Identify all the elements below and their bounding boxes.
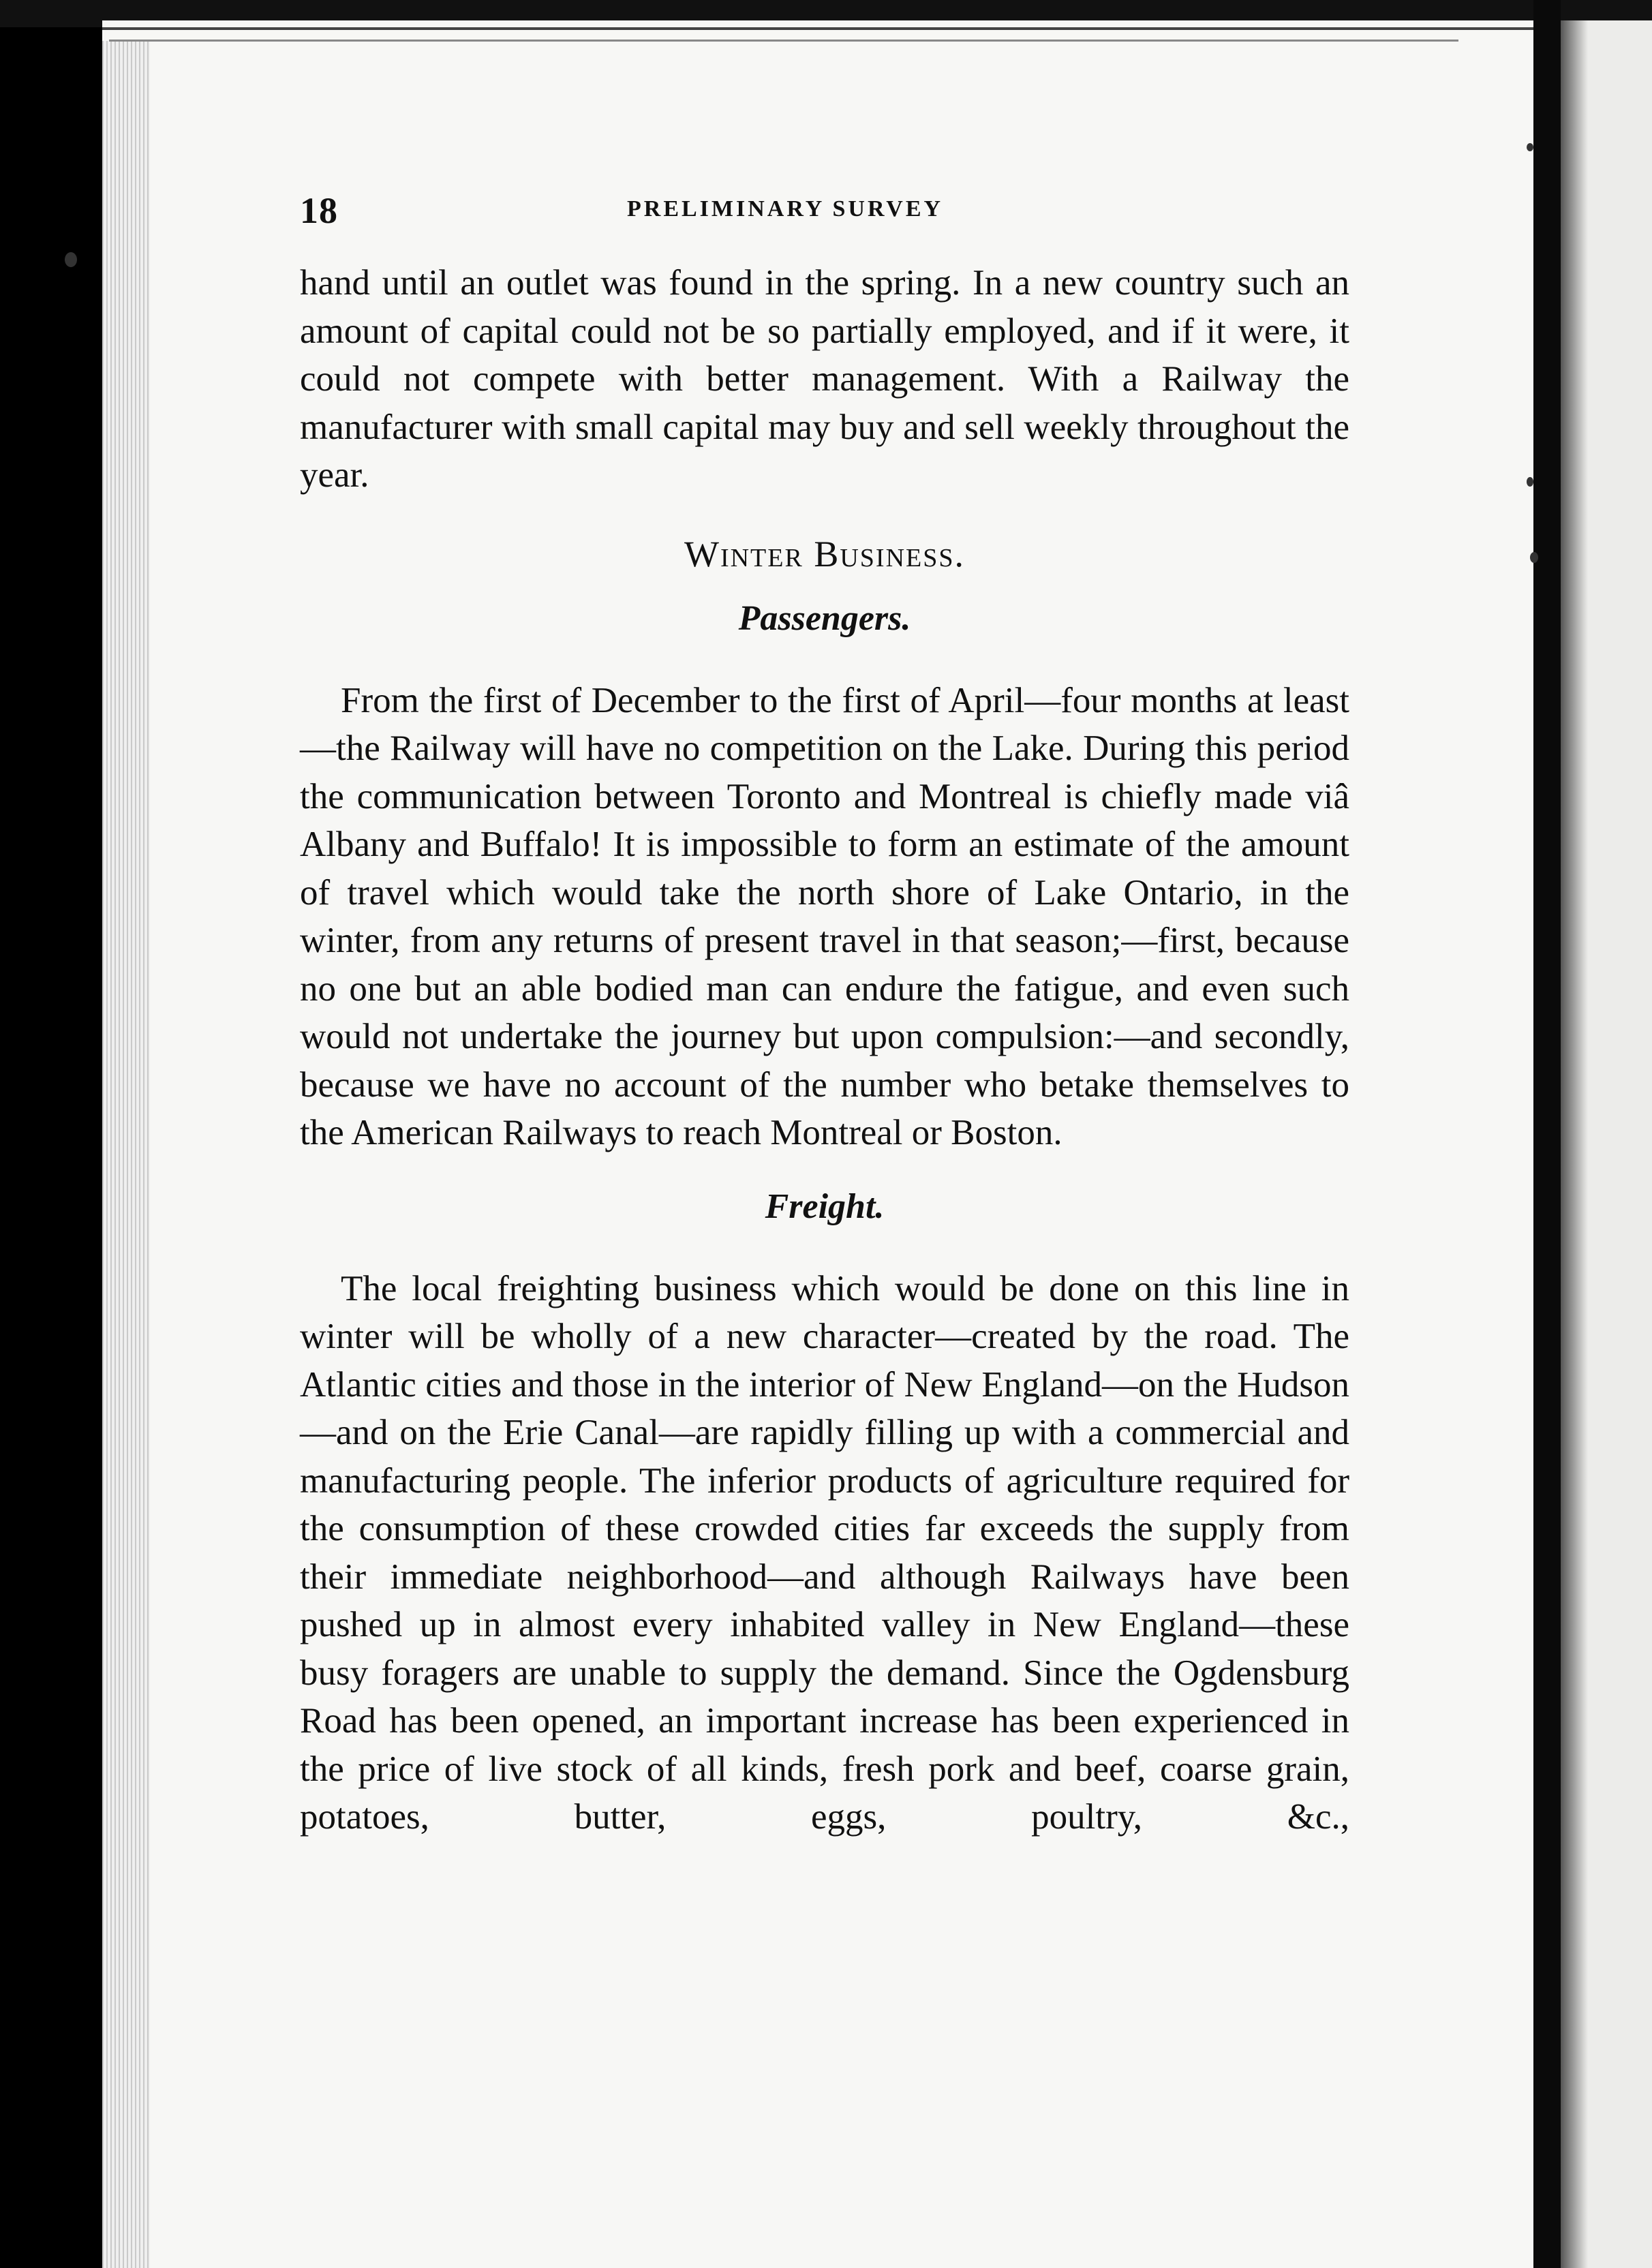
page-edges-stack bbox=[102, 41, 150, 2268]
facing-page-shadow bbox=[1561, 20, 1588, 2268]
scan-speck bbox=[1530, 552, 1538, 563]
spacer bbox=[300, 1157, 1349, 1176]
scan-speck bbox=[65, 252, 77, 267]
subheading-passengers: Passengers. bbox=[738, 598, 911, 638]
page-text-block bbox=[300, 184, 1349, 1841]
scan-speck bbox=[1527, 143, 1533, 151]
section-heading-winter-business: Winter Business. bbox=[684, 533, 965, 574]
freight-paragraph: The local freighting business which would be done on this line in winter will be wholly of a new character—created by the road. The Atlantic cities and those in the interior of New England—on the Hudson—and on the Erie Canal—are rapidly filling up with a commercial and manufacturing people. The inferior products of agriculture required for the consumption of these crowded cities far exceeds the supply from their immediate neighborhood—and although Railways have been pushed up in almost every inhabited valley in New England—these busy foragers are unable to supply the demand. Since the Ogdensburg Road has been opened, an important increase has been experienced in the price of live stock of all kinds, fresh pork and beef, coarse grain, potatoes, butter, eggs, poultry, &c., bbox=[300, 1268, 1349, 1837]
running-head: PRELIMINARY SURVEY bbox=[627, 196, 944, 221]
book-gutter bbox=[1533, 0, 1561, 2268]
intro-paragraph: hand until an outlet was found in the spring. In a new country such an amount of capital could not be so partially employed, and if it were, it could not compete with better management. With a Railway the manufacturer with small capital may buy and sell weekly throughout the year. bbox=[300, 263, 1349, 495]
page-number: 18 bbox=[300, 190, 338, 231]
scan-speck bbox=[1527, 477, 1533, 487]
subheading-freight: Freight. bbox=[765, 1186, 885, 1226]
page-top-edge bbox=[102, 27, 1540, 30]
page-top-edge-inner bbox=[109, 40, 1458, 42]
passengers-paragraph: From the first of December to the first of April—four months at least—the Railway will have no competition on the Lake. During this period the communication between Toronto and Montreal is chiefly made viâ Albany and Buffalo! It is impossible to form an estimate of the amount of travel which would take the north shore of Lake Ontario, in the winter, from any returns of present travel in that season;—first, because no one but an able bodied man can endure the fatigue, and even such would not undertake the journey but upon compulsion:—and secondly, because we have no account of the number who betake themselves to the American Railways to reach Montreal or Boston. bbox=[300, 680, 1349, 1152]
page-header bbox=[300, 184, 1349, 245]
